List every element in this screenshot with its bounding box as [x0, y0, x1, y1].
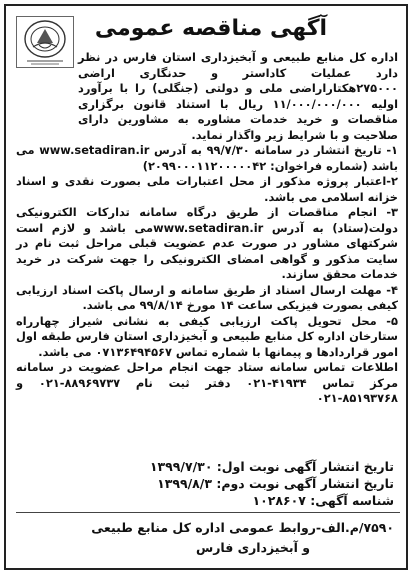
second-publication-date: تاریخ انتشار آگهی نوبت دوم: ۱۳۹۹/۸/۳	[157, 476, 394, 491]
footer-divider	[16, 512, 400, 513]
notice-id: شناسه آگهی: ۱۰۲۸۶۰۷	[252, 493, 394, 508]
notice-footer	[26, 518, 400, 558]
footer-line-1: ۷۵۹۰/م.الف-روابط عمومی اداره کل منابع طبیعی	[91, 520, 394, 535]
first-publication-date: تاریخ انتشار آگهی نوبت اول: ۱۳۹۹/۷/۳۰	[149, 459, 394, 474]
publication-dates	[144, 458, 394, 509]
notice-item-5: ۵- محل تحویل پاکت ارزیابی کیفی به نشانی شیراز چهارراه ستارخان اداره کل منابع طبیعی و آبخیزداری استان فارس طبقه اول امور قراردادها و پیمانها با شماره تماس ۰۷۱۳۶۴۹۴۵۶۷ می باشد.	[16, 313, 398, 359]
notice-intro: اداره کل منابع طبیعی و آبخیزداری استان فارس در نظر دارد عملیات کاداستر و حدنگاری اراضی ۲۷۵۰۰۰هکتاراراضی ملی و دولتی (جنگلی) را با برآورد اولیه ۱۱/۰۰۰/۰۰۰/۰۰۰ ریال با استناد قانون برگزاری مناقصات و خرید خدمات مشاوره به مشاورین دارای صلاحیت و با شرایط زیر واگذار نماید.	[78, 50, 398, 142]
notice-body	[16, 50, 398, 407]
notice-item-3: ۳- انجام مناقصات از طریق درگاه سامانه تدارکات الکترونیکی دولت(ستاد) به آدرس www.setadiran.irمی باشد و لازم است شرکتهای مشاور در صورت عدم عضویت قبلی مراحل ثبت نام در سایت مذکور و گواهی امضای الکترونیکی را جهت شرکت در خرید خدمات محقق سازند.	[16, 205, 398, 281]
notice-item-2: ۲-اعتبار پروژه مذکور از محل اعتبارات ملی بصورت نقدی و اسناد خزانه اسلامی می باشد.	[16, 174, 398, 204]
footer-line-2: و آبخیزداری فارس	[195, 540, 310, 555]
notice-item-1: ۱- تاریخ انتشار در سامانه ۹۹/۷/۳۰ به آدرس www.setadiran.ir می باشد (شماره فراخوان: ۲۰۹۹۰۰۰۱۱۲۰۰۰۰۰۴۲)	[16, 143, 398, 173]
notice-frame	[4, 4, 408, 570]
notice-contact-info: اطلاعات تماس سامانه ستاد جهت انجام مراحل عضویت در سامانه مرکز تماس ۴۱۹۳۴-۰۲۱ دفتر ثبت نام ۸۸۹۶۹۷۳۷-۰۲۱ و ۸۵۱۹۳۷۶۸-۰۲۱	[16, 360, 398, 405]
notice-item-4: ۴- مهلت ارسال اسناد از طریق سامانه و ارسال پاکت اسناد ارزیابی کیفی بصورت فیزیکی ساعت ۱۴ مورخ ۹۹/۸/۱۴ می باشد.	[16, 282, 398, 312]
notice-title: آگهی مناقصه عمومی	[94, 16, 328, 41]
